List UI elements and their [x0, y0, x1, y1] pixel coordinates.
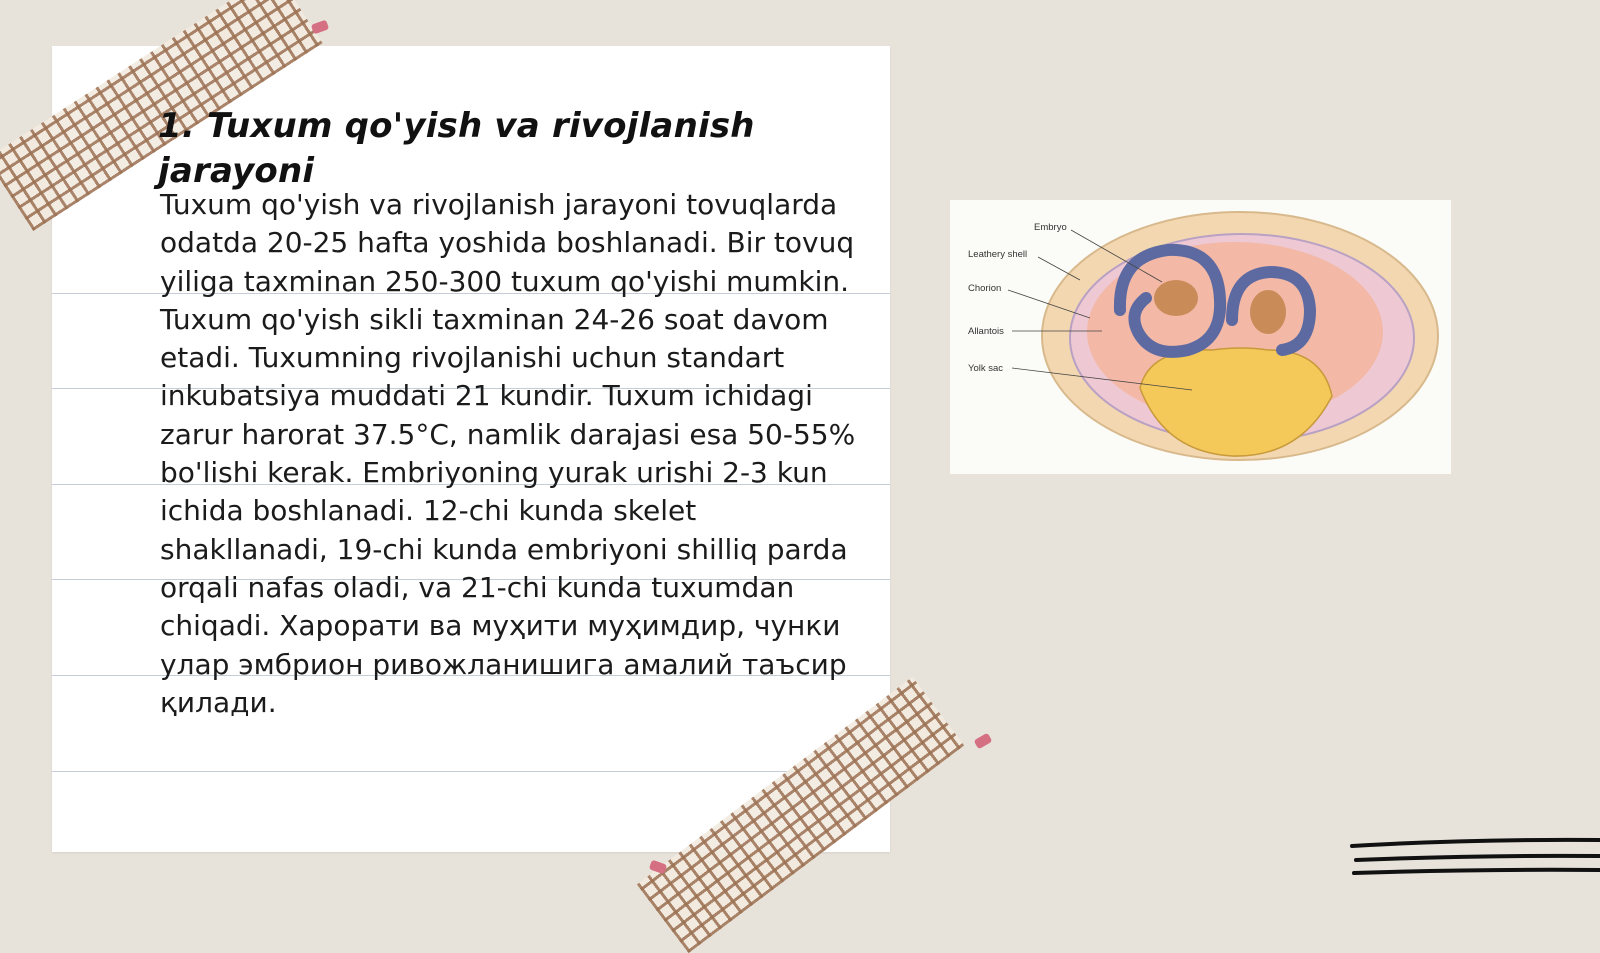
decorative-stroke [1356, 856, 1600, 860]
decorative-lines [1330, 830, 1600, 900]
egg-diagram [950, 200, 1451, 474]
label-yolk-sac: Yolk sac [968, 363, 1004, 374]
embryo-body [1154, 280, 1198, 316]
decorative-stroke [1354, 870, 1600, 873]
egg-embryo-illustration [950, 200, 1451, 474]
ruled-line [52, 771, 890, 772]
decorative-stroke [1352, 840, 1600, 846]
slide-body-text: Tuxum qo'yish va rivojlanish jarayoni tovuqlarda odatda 20-25 hafta yoshida boshlanadi. Bir tovuq yiliga taxminan 250-300 tuxum qo'yishi mumkin. Tuxum qo'yish sikli taxminan 24-26 soat davom etadi. Tuxumning rivojlanishi uchun standart inkubatsiya muddati 21 kundir. Tuxum ichidagi zarur harorat 37.5°C, namlik darajasi esa 50-55% bo'lishi kerak. Embriyoning yurak urishi 2-3 kun ichida boshlanadi. 12-chi kunda skelet shakllanadi, 19-chi kunda embriyoni shilliq parda orqali nafas oladi, va 21-chi kunda tuxumdan chiqadi. Харорати ва муҳити муҳимдир, чунки улар эмбрион ривожланишига амалий таъсир қилади. [160, 188, 856, 719]
label-chorion: Chorion [968, 283, 1002, 294]
tape-tab [311, 20, 329, 35]
label-allantois: Allantois [968, 326, 1004, 337]
slide-title: 1. Tuxum qo'yish va rivojlanish jarayoni [158, 106, 755, 191]
label-leathery-shell: Leathery shell [968, 249, 1028, 260]
tape-tab [974, 733, 993, 750]
label-embryo: Embryo [1034, 222, 1067, 233]
embryo-body [1250, 290, 1286, 334]
